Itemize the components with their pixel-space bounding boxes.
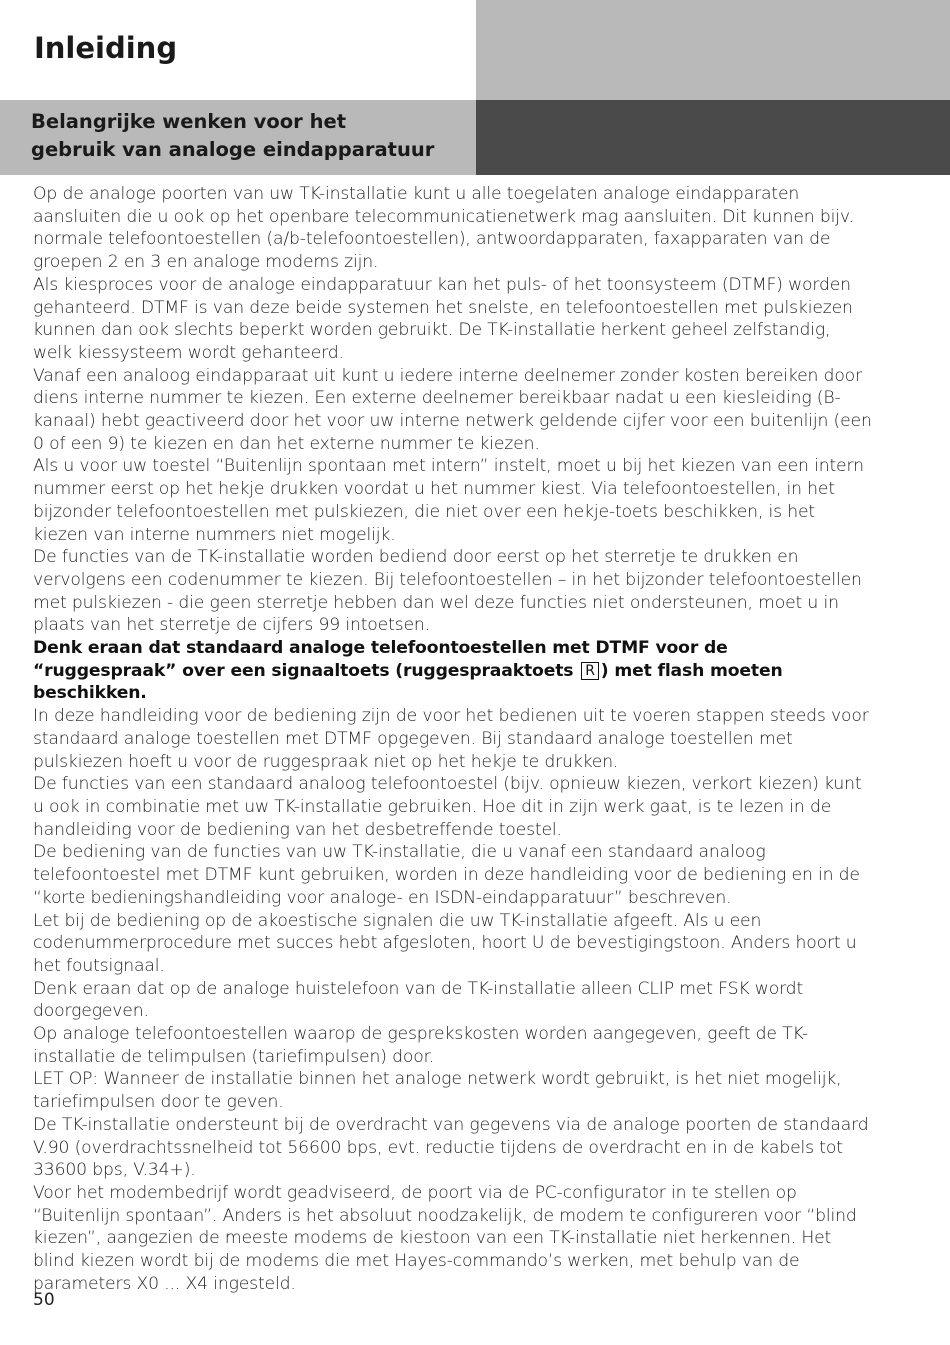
paragraph-7: De functies van een standaard analoog telefoontoestel (bijv. opnieuw kiezen, verkort kiezen) kunt u ook in combinatie met uw TK-installatie gebruiken. Hoe dit in zijn werk gaat, is te lezen in de handleiding voor de bediening van het desbetreffende toestel. <box>33 774 862 840</box>
page-title: Inleiding <box>34 31 178 65</box>
paragraph-4: Als u voor uw toestel “Buitenlijn spontaan met intern” instelt, moet u bij het kiezen van een intern nummer eerst op het hekje drukken voordat u het nummer kiest. Via telefoontoestellen, in het bijzonder telefoontoestellen met pulskiezen, die niet over een hekje-toets beschikken, is het kiezen van interne nummers niet mogelijk. <box>33 456 864 545</box>
paragraph-11: Op analoge telefoontoestellen waarop de gesprekskosten worden aangegeven, geeft de TK-installatie de telimpulsen (tariefimpulsen) door. <box>33 1024 808 1067</box>
bold-note <box>33 637 873 705</box>
paragraph-9: Let bij de bediening op de akoestische signalen die uw TK-installatie afgeeft. Als u een codenummerprocedure met succes hebt afgesloten, hoort U de bevestigingstoon. Anders hoort u het foutsignaal. <box>33 910 857 976</box>
subtitle-line-1: Belangrijke wenken voor het <box>31 110 347 133</box>
paragraph-12: LET OP: Wanneer de installatie binnen het analoge netwerk wordt gebruikt, is het niet mogelijk, tariefimpulsen door te geven. <box>33 1069 842 1113</box>
paragraph-2: Als kiesproces voor de analoge eindapparatuur kan het puls- of het toonsysteem (DTMF) worden gehanteerd. DTMF is van deze beide systemen het snelste, en telefoontoestellen met pulskiezen kunnen dan ook slechts beperkt worden gebruikt. De TK-installatie herkent geheel zelfstandig, welk kiessysteem wordt gehanteerd. <box>33 274 853 363</box>
header-band-top-right <box>476 0 950 100</box>
paragraph-6: In deze handleiding voor de bediening zijn de voor het bedienen uit te voeren stappen steeds voor standaard analoge toestellen met DTMF opgegeven. Bij standaard analoge toestellen met pulskiezen hoeft u voor de ruggespraak niet op het hekje te drukken. <box>33 706 869 772</box>
bold-note-text: Denk eraan dat standaard analoge telefoontoestellen met DTMF voor de “ruggespraak” over een signaaltoets (ruggespraaktoets <box>33 638 728 681</box>
body-text <box>33 183 873 1295</box>
paragraph-14: Voor het modembedrijf wordt geadviseerd, de poort via de PC-configurator in te stellen op “Buitenlijn spontaan”. Anders is het absoluut noodzakelijk, de modem te configureren voor “blind kiezen”, aangezien de meeste modems de kiestoon van een TK-installatie niet herkennen. Het blind kiezen wordt bij de modems die met Hayes-commando’s werken, met behulp van de parameters X0 ... X4 ingesteld. <box>33 1182 857 1294</box>
subtitle-band-right <box>476 100 950 175</box>
section-subtitle <box>31 108 471 163</box>
bold-note-text-end: ) met flash moeten beschikken. <box>33 660 783 704</box>
page-number: 50 <box>33 1290 55 1310</box>
paragraph-8: De bediening van de functies van uw TK-installatie, die u vanaf een standaard analoog telefoontoestel met DTMF kunt gebruiken, worden in deze handleiding voor de bediening en in de “korte bedieningshandleiding voor analoge- en ISDN-eindapparatuur” beschreven. <box>33 842 860 908</box>
paragraph-3: Vanaf een analoog eindapparaat uit kunt u iedere interne deelnemer zonder kosten bereiken door diens interne nummer te kiezen. Een externe deelnemer bereikbaar nadat u een kiesleiding (B-kanaal) hebt geactiveerd door het voor uw interne netwerk geldende cijfer voor een buitenlijn (een 0 of een 9) te kiezen en dan het externe nummer te kiezen. <box>33 365 872 454</box>
paragraph-13: De TK-installatie ondersteunt bij de overdracht van gegevens via de analoge poorten de standaard V.90 (overdrachtssnelheid tot 56600 bps, evt. reductie tijdens de overdracht en in de kabels tot 33600 bps, V.34+). <box>33 1114 869 1181</box>
paragraph-1: Op de analoge poorten van uw TK-installatie kunt u alle toegelaten analoge eindapparaten aansluiten die u ook op het openbare telecommunicatienetwerk mag aansluiten. Dit kunnen bijv. normale telefoontoestellen (a/b-telefoontoestellen), antwoordapparaten, faxapparaten van de groepen 2 en 3 en analoge modems zijn. <box>33 184 854 273</box>
paragraph-5: De functies van de TK-installatie worden bediend door eerst op het sterretje te drukken en vervolgens een codenummer te kiezen. Bij telefoontoestellen – in het bijzonder telefoontoestellen met pulskiezen - die geen sterretje hebben dan wel deze functies niet ondersteunen, moet u in plaats van het sterretje de cijfers 99 intoetsen. <box>33 547 862 636</box>
paragraph-10: Denk eraan dat op de analoge huistelefoon van de TK-installatie alleen CLIP met FSK wordt doorgegeven. <box>33 978 804 1022</box>
subtitle-line-2: gebruik van analoge eindapparatuur <box>31 137 435 161</box>
r-key-icon: R <box>581 662 599 680</box>
